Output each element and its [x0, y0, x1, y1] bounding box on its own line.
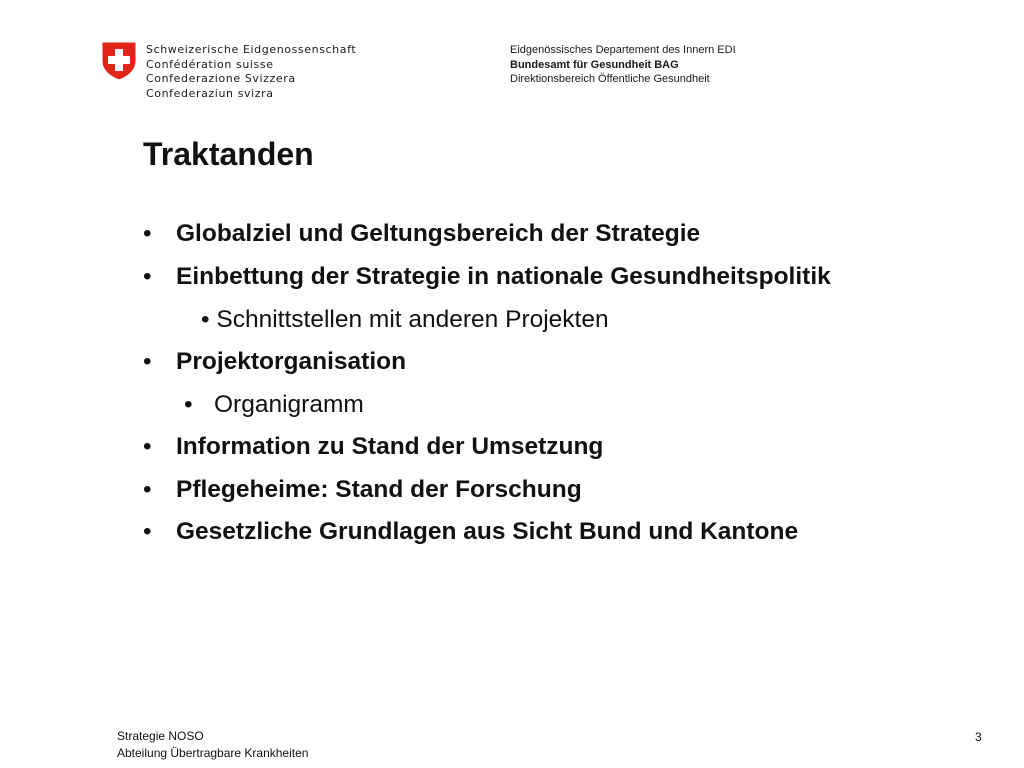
agenda-item-text: Globalziel und Geltungsbereich der Strategie: [176, 220, 701, 247]
agenda-item: [143, 348, 407, 376]
agenda-item-text: Projektorganisation: [176, 348, 407, 375]
agenda-item: [143, 476, 582, 504]
country-name-de: Schweizerische Eidgenossenschaft: [146, 43, 357, 56]
agenda-subitem-text: Schnittstellen mit anderen Projekten: [216, 306, 609, 333]
department-name: Eidgenössisches Departement des Innern EDI: [510, 44, 736, 56]
office-name: Bundesamt für Gesundheit BAG: [510, 58, 679, 71]
country-names: [146, 43, 356, 101]
agenda-item: [143, 220, 701, 248]
division-name: Direktionsbereich Öffentliche Gesundheit: [510, 73, 710, 85]
agenda-item-text: Einbettung der Strategie in nationale Gesundheitspolitik: [176, 263, 831, 290]
agenda-item-text: Gesetzliche Grundlagen aus Sicht Bund und Kantone: [176, 518, 799, 545]
bullet: •: [143, 220, 152, 247]
bullet: •: [143, 476, 152, 503]
country-name-it: Confederazione Svizzera: [146, 72, 296, 85]
agenda-subitem-text: Organigramm: [214, 391, 364, 418]
bullet: •: [201, 306, 210, 333]
page-number: 3: [975, 730, 982, 744]
agenda-item: [143, 518, 799, 546]
agenda-subitem: [184, 391, 364, 419]
agenda-item: [143, 263, 831, 291]
country-name-fr: Confédération suisse: [146, 57, 274, 71]
agenda-item: [143, 433, 604, 461]
footer-project: Strategie NOSO: [117, 729, 204, 743]
bullet: •: [143, 263, 152, 290]
agenda-subitem: [201, 306, 609, 334]
swiss-cross-shield-icon: [101, 41, 137, 81]
agenda-item-text: Pflegeheime: Stand der Forschung: [176, 476, 582, 503]
bullet: •: [143, 433, 152, 460]
slide-title: Traktanden: [143, 136, 314, 172]
agenda-item-text: Information zu Stand der Umsetzung: [176, 433, 604, 460]
country-name-rm: Confederaziun svizra: [146, 86, 274, 100]
footer: [117, 728, 308, 762]
footer-department: Abteilung Übertragbare Krankheiten: [117, 746, 309, 760]
bullet: •: [143, 518, 152, 545]
bullet: •: [143, 348, 152, 375]
bullet: •: [184, 391, 193, 418]
department-block: [510, 43, 736, 87]
